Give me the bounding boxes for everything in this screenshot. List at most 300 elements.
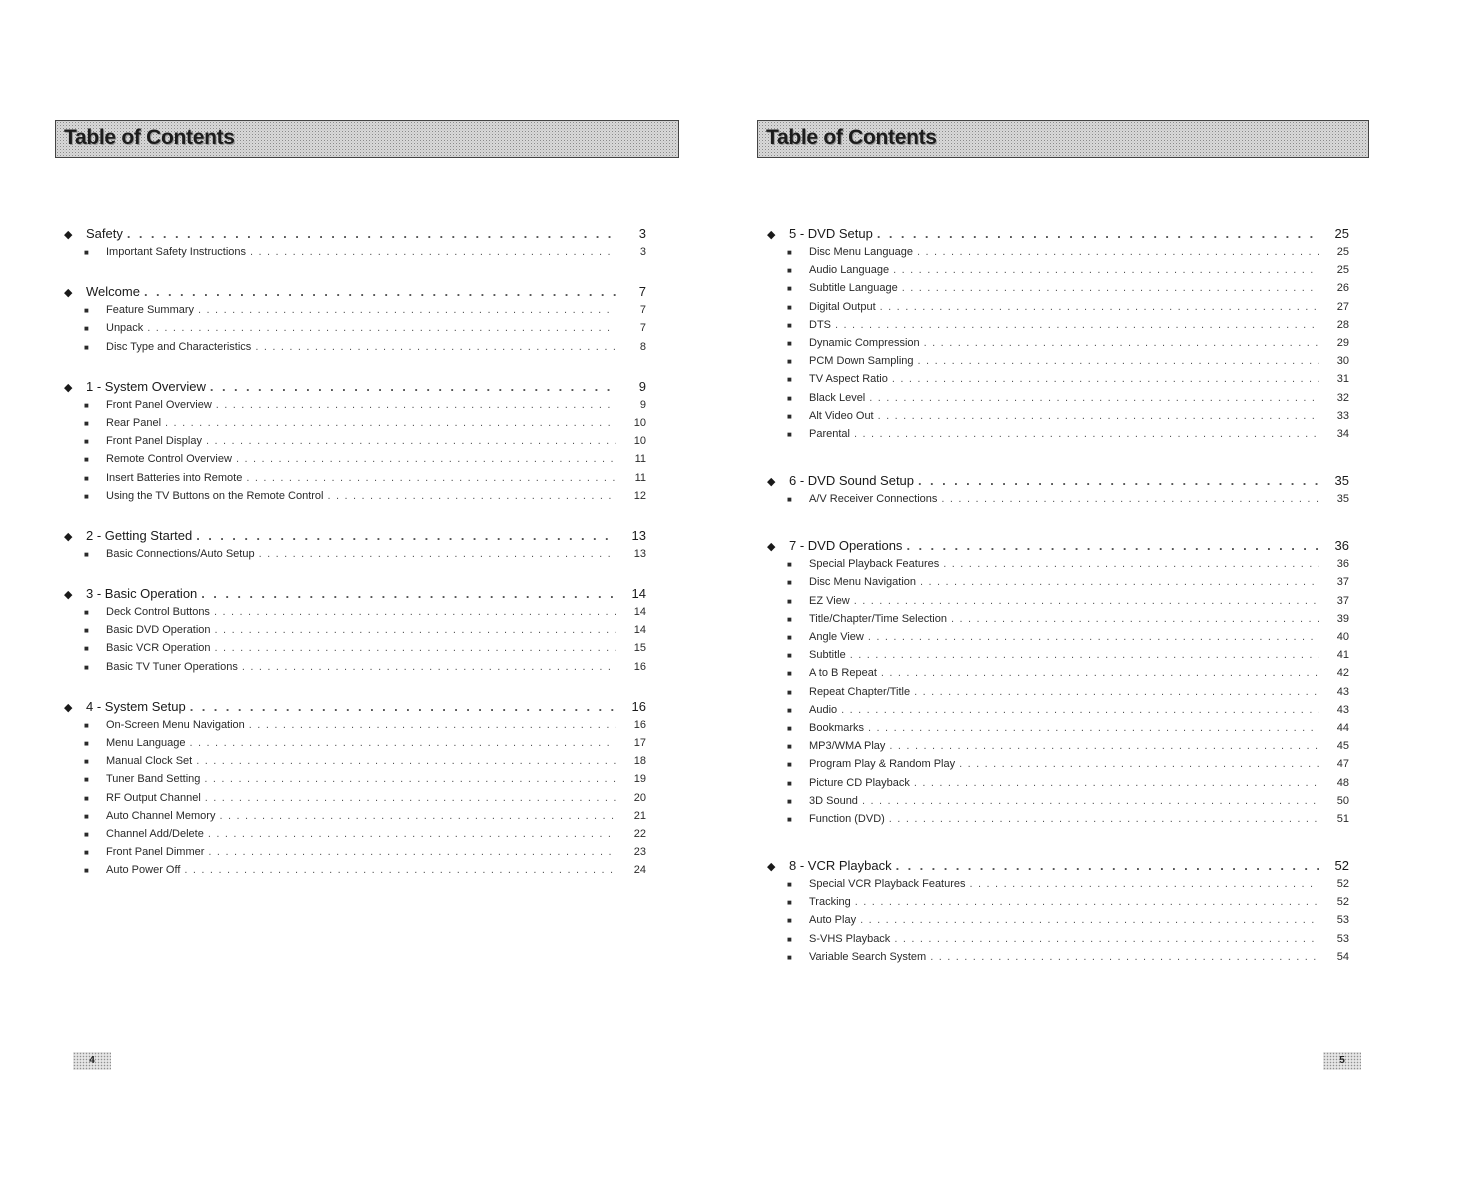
toc-entry-major[interactable]	[767, 538, 1349, 558]
toc-entry-page: 28	[1336, 318, 1349, 331]
toc-entry-label: Special VCR Playback Features	[809, 878, 966, 891]
toc-entry-label: Tracking	[809, 896, 851, 909]
toc-entry-minor[interactable]	[767, 493, 1349, 511]
dot-leader	[202, 435, 616, 447]
toc-entry-minor[interactable]	[767, 595, 1349, 613]
toc-section	[767, 858, 1349, 969]
toc-entry-page: 29	[1336, 336, 1349, 349]
toc-entry-minor[interactable]	[64, 453, 646, 471]
square-bullet-icon: ■	[84, 793, 89, 803]
dot-leader	[232, 453, 616, 465]
toc-entry-minor[interactable]	[767, 933, 1349, 951]
square-bullet-icon: ■	[787, 284, 792, 294]
toc-entry-page: 22	[633, 827, 646, 840]
square-bullet-icon: ■	[787, 320, 792, 330]
toc-entry-minor[interactable]	[64, 661, 646, 679]
toc-entry-minor[interactable]	[64, 490, 646, 508]
toc-entry-label: Remote Control Overview	[106, 453, 232, 466]
dot-leader	[255, 548, 616, 560]
dot-leader	[186, 737, 616, 749]
square-bullet-icon: ■	[84, 848, 89, 858]
toc-entry-label: Manual Clock Set	[106, 755, 193, 768]
square-bullet-icon: ■	[84, 549, 89, 559]
square-bullet-icon: ■	[84, 491, 89, 501]
toc-entry-label: Angle View	[809, 631, 864, 643]
toc-entry-page: 11	[634, 453, 646, 466]
square-bullet-icon: ■	[787, 266, 792, 276]
toc-entry-minor[interactable]	[767, 914, 1349, 932]
diamond-bullet-icon: ◆	[64, 287, 73, 300]
diamond-bullet-icon: ◆	[64, 701, 73, 714]
page-number: 4	[73, 1052, 111, 1070]
toc-entry-page: 16	[633, 660, 646, 673]
toc-entry-minor[interactable]	[64, 606, 646, 624]
toc-entry-minor[interactable]	[64, 810, 646, 828]
diamond-bullet-icon: ◆	[64, 229, 73, 241]
toc-entry-minor[interactable]	[767, 373, 1349, 391]
dot-leader	[876, 301, 1319, 313]
right-page	[737, 0, 1474, 1178]
toc-entry-label: Parental	[809, 427, 850, 440]
toc-entry-label: Subtitle Language	[809, 282, 898, 295]
toc-entry-page: 47	[1336, 758, 1349, 771]
toc-entry-page: 21	[633, 809, 646, 822]
square-bullet-icon: ■	[787, 952, 792, 962]
dot-leader	[204, 828, 616, 840]
square-bullet-icon: ■	[787, 411, 792, 421]
dot-leader	[251, 341, 616, 353]
dot-leader	[874, 410, 1319, 422]
square-bullet-icon: ■	[84, 437, 89, 447]
toc-entry-page: 25	[1334, 226, 1349, 241]
square-bullet-icon: ■	[84, 626, 89, 636]
square-bullet-icon: ■	[84, 248, 89, 257]
toc-entry-page: 7	[639, 304, 646, 317]
toc-entry-page: 23	[633, 846, 646, 859]
toc-entry-label: Repeat Chapter/Title	[809, 685, 911, 698]
dot-leader	[323, 490, 616, 502]
toc-entry-minor[interactable]	[767, 667, 1349, 685]
toc-entry-minor[interactable]	[64, 624, 646, 642]
toc-entry-page: 7	[638, 284, 646, 300]
toc-entry-page: 20	[633, 791, 646, 804]
toc-entry-minor[interactable]	[767, 337, 1349, 355]
dot-leader	[910, 777, 1319, 789]
dot-leader	[864, 631, 1319, 643]
toc-entry-label: A to B Repeat	[809, 667, 877, 680]
toc-entry-label: Bookmarks	[809, 721, 865, 734]
toc-entry-title: Welcome	[86, 284, 140, 300]
toc-entry-minor[interactable]	[64, 642, 646, 660]
toc-entry-label: Picture CD Playback	[809, 776, 910, 789]
dot-leader	[238, 661, 616, 673]
toc-entry-minor[interactable]	[64, 341, 646, 359]
dot-leader	[890, 933, 1319, 945]
dot-leader	[851, 896, 1319, 908]
dot-leader	[850, 428, 1319, 440]
square-bullet-icon: ■	[84, 342, 89, 352]
toc-entry-label: Auto Play	[809, 914, 857, 927]
toc-entry-minor[interactable]	[64, 417, 646, 435]
square-bullet-icon: ■	[787, 375, 792, 385]
toc-entry-page: 25	[1336, 246, 1349, 258]
square-bullet-icon: ■	[787, 760, 792, 770]
dot-leader	[892, 858, 1319, 873]
toc-entry-page: 51	[1336, 812, 1349, 825]
toc-entry-major[interactable]	[64, 284, 646, 304]
dot-leader	[192, 528, 616, 543]
toc-entry-label: Disc Menu Language	[809, 246, 913, 258]
toc-entry-label: Channel Add/Delete	[106, 827, 204, 840]
toc-entry-page: 14	[633, 624, 646, 637]
square-bullet-icon: ■	[787, 596, 792, 606]
toc-entry-minor[interactable]	[64, 246, 646, 264]
toc-entry-page: 42	[1336, 667, 1349, 680]
toc-entry-minor[interactable]	[64, 399, 646, 417]
dot-leader	[140, 284, 616, 299]
toc-entry-major[interactable]	[64, 379, 646, 399]
toc-entry-page: 41	[1336, 649, 1349, 662]
diamond-bullet-icon: ◆	[767, 229, 776, 241]
toc-entry-page: 27	[1336, 300, 1349, 313]
dot-leader	[180, 864, 616, 876]
dot-leader	[910, 686, 1319, 698]
toc-entry-label: Front Panel Display	[106, 435, 202, 448]
toc-entry-minor[interactable]	[767, 740, 1349, 758]
toc-entry-title: 6 - DVD Sound Setup	[789, 473, 915, 489]
square-bullet-icon: ■	[84, 829, 89, 839]
header-bar	[55, 120, 679, 158]
toc-list	[64, 226, 646, 903]
toc-entry-page: 14	[633, 606, 646, 619]
toc-entry-label: On-Screen Menu Navigation	[106, 718, 245, 731]
toc-entry-major[interactable]	[767, 226, 1349, 246]
toc-entry-minor[interactable]	[767, 813, 1349, 831]
square-bullet-icon: ■	[787, 429, 792, 439]
toc-section	[64, 586, 646, 679]
dot-leader	[916, 576, 1319, 588]
toc-entry-page: 11	[634, 471, 646, 484]
toc-entry-minor[interactable]	[767, 576, 1349, 594]
toc-section	[64, 226, 646, 264]
toc-entry-major[interactable]	[64, 699, 646, 719]
toc-entry-major[interactable]	[64, 226, 646, 246]
square-bullet-icon: ■	[84, 324, 89, 334]
dot-leader	[856, 914, 1319, 926]
dot-leader	[913, 246, 1319, 258]
toc-entry-minor[interactable]	[767, 878, 1349, 896]
diamond-bullet-icon: ◆	[64, 381, 73, 394]
toc-entry-label: Important Safety Instructions	[106, 246, 247, 258]
square-bullet-icon: ■	[787, 560, 792, 570]
toc-entry-page: 43	[1336, 685, 1349, 698]
toc-entry-page: 45	[1336, 740, 1349, 753]
toc-entry-minor[interactable]	[767, 355, 1349, 373]
dot-leader	[885, 740, 1319, 752]
dot-leader	[143, 322, 616, 334]
toc-entry-minor[interactable]	[64, 755, 646, 773]
square-bullet-icon: ■	[84, 662, 89, 672]
dot-leader	[245, 719, 616, 731]
toc-entry-page: 18	[633, 755, 646, 768]
toc-entry-page: 9	[639, 398, 646, 411]
toc-entry-minor[interactable]	[767, 558, 1349, 576]
toc-list	[767, 226, 1349, 996]
toc-entry-minor[interactable]	[64, 828, 646, 846]
toc-entry-page: 31	[1336, 373, 1349, 386]
square-bullet-icon: ■	[787, 495, 792, 505]
square-bullet-icon: ■	[84, 400, 89, 410]
toc-entry-page: 30	[1336, 355, 1349, 368]
toc-entry-label: Audio	[809, 703, 838, 716]
dot-leader	[186, 699, 616, 714]
toc-entry-minor[interactable]	[767, 795, 1349, 813]
toc-entry-page: 36	[1336, 558, 1349, 571]
dot-leader	[902, 538, 1319, 553]
square-bullet-icon: ■	[84, 418, 89, 428]
toc-entry-minor[interactable]	[767, 777, 1349, 795]
toc-entry-page: 3	[638, 226, 646, 241]
square-bullet-icon: ■	[787, 248, 792, 257]
toc-entry-page: 10	[633, 416, 646, 429]
toc-entry-page: 52	[1334, 858, 1349, 874]
dot-leader	[200, 773, 616, 785]
toc-entry-label: Basic TV Tuner Operations	[106, 660, 238, 673]
toc-entry-page: 32	[1336, 391, 1349, 404]
toc-entry-label: Deck Control Buttons	[106, 606, 210, 619]
dot-leader	[865, 392, 1319, 404]
toc-entry-title: 1 - System Overview	[86, 378, 206, 394]
toc-entry-label: Function (DVD)	[809, 812, 885, 825]
square-bullet-icon: ■	[84, 720, 89, 730]
toc-entry-label: Basic VCR Operation	[106, 642, 211, 655]
toc-entry-minor[interactable]	[64, 322, 646, 340]
toc-entry-page: 37	[1336, 576, 1349, 589]
toc-entry-page: 53	[1336, 932, 1349, 945]
toc-entry-label: Unpack	[106, 322, 144, 335]
toc-entry-minor[interactable]	[64, 773, 646, 791]
toc-entry-major[interactable]	[64, 528, 646, 548]
toc-entry-minor[interactable]	[767, 246, 1349, 264]
toc-entry-minor[interactable]	[64, 719, 646, 737]
toc-entry-label: Basic Connections/Auto Setup	[106, 547, 255, 560]
dot-leader	[206, 379, 616, 394]
toc-entry-minor[interactable]	[767, 686, 1349, 704]
square-bullet-icon: ■	[787, 578, 792, 588]
toc-entry-label: Program Play & Random Play	[809, 758, 956, 771]
toc-entry-page: 3	[639, 246, 646, 258]
dot-leader	[212, 399, 616, 411]
toc-entry-page: 48	[1336, 776, 1349, 789]
toc-entry-page: 52	[1336, 896, 1349, 909]
square-bullet-icon: ■	[787, 934, 792, 944]
square-bullet-icon: ■	[84, 644, 89, 654]
square-bullet-icon: ■	[787, 814, 792, 824]
toc-entry-minor[interactable]	[767, 896, 1349, 914]
dot-leader	[955, 758, 1319, 770]
dot-leader	[926, 951, 1319, 963]
toc-section	[64, 528, 646, 566]
square-bullet-icon: ■	[787, 302, 792, 312]
toc-entry-label: Front Panel Dimmer	[106, 846, 205, 859]
toc-entry-minor[interactable]	[64, 792, 646, 810]
toc-entry-page: 13	[633, 547, 646, 560]
square-bullet-icon: ■	[787, 338, 792, 348]
toc-entry-minor[interactable]	[767, 704, 1349, 722]
toc-entry-label: Menu Language	[106, 737, 186, 749]
diamond-bullet-icon: ◆	[767, 541, 776, 554]
toc-entry-page: 54	[1336, 950, 1349, 963]
toc-entry-page: 35	[1336, 493, 1349, 506]
toc-entry-label: Basic DVD Operation	[106, 624, 211, 637]
toc-entry-minor[interactable]	[767, 428, 1349, 446]
square-bullet-icon: ■	[84, 757, 89, 767]
dot-leader	[837, 704, 1319, 716]
toc-entry-label: A/V Receiver Connections	[809, 493, 938, 506]
toc-entry-minor[interactable]	[767, 649, 1349, 667]
dot-leader	[850, 595, 1319, 607]
toc-entry-page: 50	[1336, 794, 1349, 807]
toc-entry-minor[interactable]	[64, 846, 646, 864]
dot-leader	[192, 755, 616, 767]
square-bullet-icon: ■	[787, 705, 792, 715]
toc-section	[767, 473, 1349, 511]
toc-entry-label: DTS	[809, 318, 831, 331]
square-bullet-icon: ■	[787, 687, 792, 697]
toc-entry-label: Disc Type and Characteristics	[106, 340, 252, 353]
toc-entry-minor[interactable]	[767, 264, 1349, 282]
header-bar	[757, 120, 1369, 158]
toc-entry-page: 15	[633, 642, 646, 655]
dot-leader	[204, 846, 616, 858]
toc-entry-label: Insert Batteries into Remote	[106, 471, 243, 484]
dot-leader	[858, 795, 1319, 807]
toc-entry-page: 17	[633, 737, 646, 749]
toc-entry-minor[interactable]	[64, 737, 646, 755]
toc-entry-label: Dynamic Compression	[809, 336, 920, 349]
toc-entry-minor[interactable]	[64, 304, 646, 322]
dot-leader	[246, 246, 616, 258]
toc-entry-title: 5 - DVD Setup	[789, 226, 873, 241]
dot-leader	[939, 558, 1319, 570]
toc-entry-minor[interactable]	[767, 722, 1349, 740]
square-bullet-icon: ■	[84, 811, 89, 821]
toc-entry-label: Auto Power Off	[106, 864, 181, 877]
toc-entry-page: 43	[1336, 703, 1349, 716]
toc-entry-page: 26	[1336, 282, 1349, 295]
toc-entry-page: 33	[1336, 409, 1349, 422]
toc-entry-page: 13	[631, 527, 646, 543]
toc-entry-title: 2 - Getting Started	[86, 527, 193, 543]
toc-entry-label: Tuner Band Setting	[106, 773, 201, 786]
toc-entry-page: 24	[633, 864, 646, 877]
square-bullet-icon: ■	[84, 608, 89, 618]
toc-entry-minor[interactable]	[767, 758, 1349, 776]
dot-leader	[197, 586, 616, 601]
toc-entry-label: Using the TV Buttons on the Remote Control	[106, 489, 324, 502]
toc-entry-label: MP3/WMA Play	[809, 740, 886, 753]
dot-leader	[914, 473, 1319, 488]
toc-entry-minor[interactable]	[767, 410, 1349, 428]
dot-leader	[889, 264, 1319, 276]
dot-leader	[920, 337, 1319, 349]
toc-entry-minor[interactable]	[767, 319, 1349, 337]
toc-entry-page: 36	[1334, 538, 1349, 554]
toc-entry-page: 52	[1336, 878, 1349, 891]
toc-entry-label: Digital Output	[809, 300, 876, 313]
square-bullet-icon: ■	[787, 916, 792, 926]
square-bullet-icon: ■	[84, 739, 89, 748]
toc-entry-page: 7	[639, 322, 646, 335]
toc-entry-minor[interactable]	[767, 392, 1349, 410]
toc-entry-minor[interactable]	[767, 951, 1349, 969]
square-bullet-icon: ■	[787, 723, 792, 733]
toc-entry-page: 37	[1336, 594, 1349, 607]
square-bullet-icon: ■	[787, 614, 792, 624]
dot-leader	[914, 355, 1319, 367]
toc-section	[767, 538, 1349, 831]
toc-entry-minor[interactable]	[64, 864, 646, 882]
toc-section	[64, 379, 646, 508]
toc-entry-label: RF Output Channel	[106, 791, 201, 804]
dot-leader	[211, 642, 616, 654]
page-title: Table of Contents	[766, 126, 937, 149]
toc-entry-minor[interactable]	[767, 631, 1349, 649]
toc-entry-title: 7 - DVD Operations	[789, 538, 903, 554]
toc-entry-major[interactable]	[767, 473, 1349, 493]
dot-leader	[877, 667, 1319, 679]
page-number: 5	[1323, 1052, 1361, 1070]
dot-leader	[831, 319, 1319, 331]
toc-entry-page: 25	[1336, 264, 1349, 277]
page-title: Table of Contents	[64, 126, 235, 149]
square-bullet-icon: ■	[787, 742, 792, 752]
toc-entry-label: EZ View	[809, 594, 850, 607]
toc-entry-label: S-VHS Playback	[809, 932, 891, 945]
dot-leader	[937, 493, 1319, 505]
toc-entry-minor[interactable]	[64, 548, 646, 566]
toc-entry-label: Alt Video Out	[809, 409, 874, 422]
toc-entry-title: Safety	[86, 226, 123, 241]
toc-section	[64, 284, 646, 359]
toc-entry-major[interactable]	[64, 586, 646, 606]
toc-entry-minor[interactable]	[64, 435, 646, 453]
diamond-bullet-icon: ◆	[767, 861, 776, 874]
toc-entry-minor[interactable]	[64, 472, 646, 490]
dot-leader	[966, 878, 1319, 890]
dot-leader	[885, 813, 1319, 825]
square-bullet-icon: ■	[84, 866, 89, 876]
dot-leader	[211, 624, 616, 636]
square-bullet-icon: ■	[787, 651, 792, 661]
toc-entry-page: 12	[633, 489, 646, 502]
toc-entry-label: Feature Summary	[106, 304, 195, 317]
toc-section	[64, 699, 646, 883]
toc-entry-label: Front Panel Overview	[106, 398, 212, 411]
toc-entry-label: Audio Language	[809, 264, 890, 277]
toc-entry-major[interactable]	[767, 858, 1349, 878]
dot-leader	[947, 613, 1319, 625]
toc-entry-page: 16	[633, 718, 646, 731]
toc-entry-minor[interactable]	[767, 282, 1349, 300]
square-bullet-icon: ■	[787, 898, 792, 908]
square-bullet-icon: ■	[84, 775, 89, 785]
toc-entry-label: TV Aspect Ratio	[809, 373, 888, 386]
toc-entry-label: Rear Panel	[106, 416, 162, 429]
toc-entry-page: 39	[1336, 612, 1349, 625]
toc-entry-minor[interactable]	[767, 301, 1349, 319]
toc-entry-minor[interactable]	[767, 613, 1349, 631]
